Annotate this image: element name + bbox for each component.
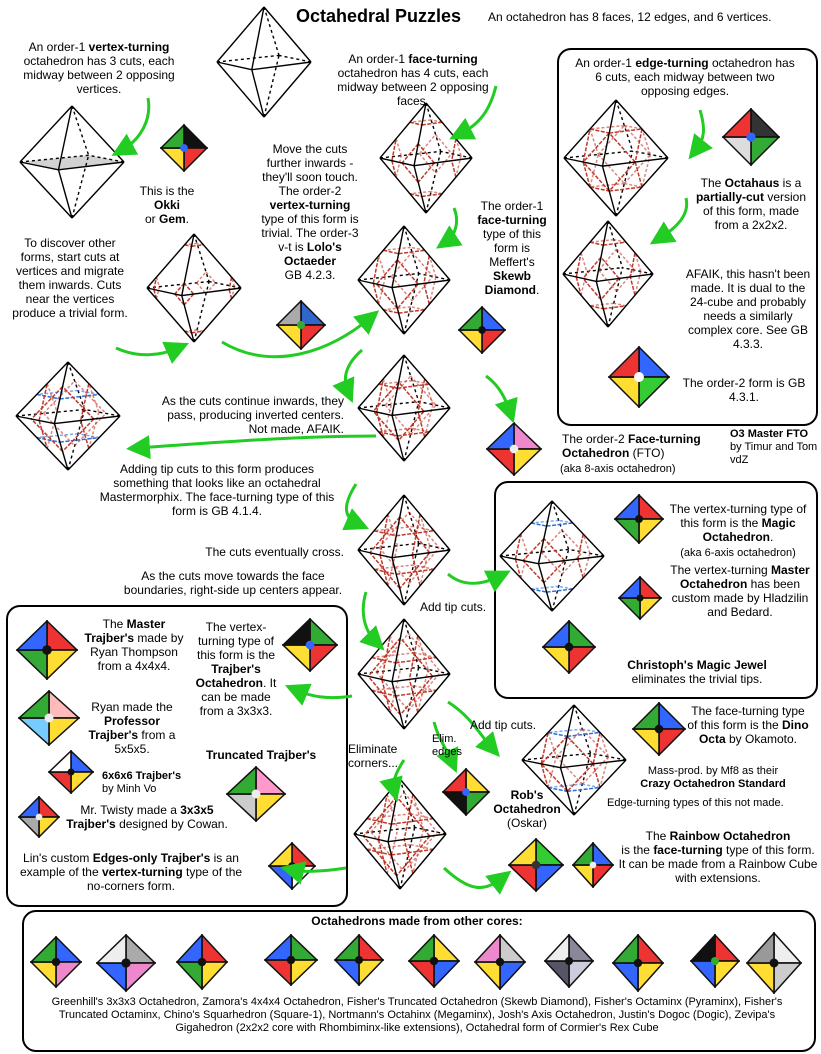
fto-aka: (aka 8-axis octahedron)	[560, 463, 676, 475]
cuts-cross-text: The cuts eventually cross.	[205, 545, 344, 559]
green-arrow-icon	[138, 436, 376, 448]
other-cores-heading: Octahedrons made from other cores:	[311, 914, 523, 928]
green-arrow-icon	[116, 348, 178, 355]
afaik-text: AFAIK, this hasn't been made. It is dual to the 24-cube and probably needs a similarly complex core. See GB 4.3.3.	[685, 267, 811, 351]
inverted-centers-text: As the cuts continue inwards, they pass, producing inverted centers. Not made, AFAIK.	[161, 394, 344, 436]
magic-aka: (aka 6-axis octahedron)	[680, 547, 796, 559]
okki-caption: This is the Okki or Gem.	[139, 184, 195, 226]
vertex-turning-intro: An order-1 vertex-turning octahedron has 3 cuts, each midway between 2 opposing vertices.	[23, 40, 175, 96]
octahaus-text: The Octahaus is a partially-cut version of this form, made from a 2x2x2.	[695, 176, 807, 232]
green-arrow-icon	[660, 198, 687, 238]
green-arrow-icon	[345, 350, 362, 392]
tip-cuts-mastermorphix-text: Adding tip cuts to this form produces something that looks like an octahedral Mastermorphix. The face-turning type of this form is GB 4.1.4.	[99, 462, 335, 518]
elim-edges-text: Elim. edges	[432, 733, 462, 758]
green-arrow-icon	[292, 868, 346, 871]
green-arrow-icon	[696, 110, 703, 150]
edges-only-trajber-text: Lin's custom Edges-only Trajber's is an example of the vertex-turning type of the no-corners form.	[19, 851, 243, 893]
6x6x6-trajber-text: 6x6x6 Trajber's by Minh Vo	[102, 770, 182, 795]
rainbow-octahedron-text: The Rainbow Octahedron is the face-turning type of this form. It can be made from a Rainbow Cube with extensions.	[618, 829, 818, 885]
fto-caption: The order-2 Face-turning Octahedron (FTO)	[562, 432, 701, 460]
skewb-diamond-text: The order-1 face-turning type of this form is Meffert's Skewb Diamond.	[477, 199, 547, 297]
robs-octahedron-text: Rob's Octahedron (Oskar)	[493, 788, 561, 830]
truncated-trajber-label: Truncated Trajber's	[206, 748, 317, 762]
green-arrow-icon	[446, 208, 457, 242]
page-title: Octahedral Puzzles	[296, 6, 462, 26]
professor-trajber-text: Ryan made the Professor Trajber's from a 5x5x5.	[88, 700, 176, 756]
trajber-octahedron-text: The vertex-turning type of this form is the Trajber's Octahedron. It can be made from a 3x3x3.	[195, 620, 277, 718]
3x3x5-trajber-text: Mr. Twisty made a 3x3x5 Trajber's designed by Cowan.	[66, 803, 228, 831]
magic-jewel-text: Christoph's Magic Jewel eliminates the trivial tips.	[627, 658, 767, 686]
add-tip-cuts-2: Add tip cuts.	[470, 718, 537, 732]
edge-types-text: Edge-turning types of this not made.	[607, 797, 784, 809]
discover-text: To discover other forms, start cuts at vertices and migrate them inwards. Cuts near the vertices produce a trivial form.	[12, 236, 128, 320]
green-arrow-icon	[486, 376, 510, 412]
green-arrow-icon	[448, 574, 500, 583]
master-octahedron-text: The vertex-turning Master Octahedron has been custom made by Hladzilin and Bedard.	[670, 563, 810, 619]
magic-octahedron-text: The vertex-turning type of this form is the Magic Octahedron.	[669, 502, 807, 544]
dino-octa-text: The face-turning type of this form is the Dino Octa by Okamoto.	[687, 704, 809, 746]
o3-master-fto: O3 Master FTO by Timur and Tom vdZ	[730, 428, 818, 466]
master-trajber-text: The Master Trajber's made by Ryan Thompson from a 4x4x4.	[84, 617, 184, 673]
page-subtitle: An octahedron has 8 faces, 12 edges, and 6 vertices.	[488, 10, 772, 24]
add-tip-cuts-1: Add tip cuts.	[420, 600, 487, 614]
face-boundaries-text: As the cuts move towards the face boundaries, right-side up centers appear.	[123, 569, 343, 597]
move-cuts-text: Move the cuts further inwards - they'll soon touch. The order-2 vertex-turning type of this form is trivial. The order-3 v-t is Lolo's Octaeder GB 4.2.3.	[261, 142, 359, 282]
eliminate-corners-text: Eliminate corners...	[348, 742, 399, 770]
mass-prod-text: Mass-prod. by Mf8 as their Crazy Octahedron Standard	[640, 765, 786, 790]
green-arrow-icon	[296, 690, 352, 698]
other-cores-caption: Greenhill's 3x3x3 Octahedron, Zamora's 4x4x4 Octahedron, Fisher's Truncated Octahedron (Skewb Diamond), Fisher's Octaminx (Pyraminx), Fisher's Truncated Octaminx, Chino's Squarhedron (Square-1), Nortmann's Octahinx (Megaminx), Josh's Axis Octahedron, Justin's Dogoc (Dogic), Zevipa's Gigahedron (2x2x2 core with Rhombiminx-like extensions), Octahedral form of Cormier's Rex Cube	[51, 996, 783, 1034]
green-arrow-icon	[363, 592, 376, 642]
green-arrow-icon	[222, 318, 370, 357]
green-arrow-icon	[346, 484, 358, 524]
face-turning-intro: An order-1 face-turning octahedron has 4 cuts, each midway between 2 opposing faces.	[337, 52, 489, 108]
green-arrow-icon	[122, 98, 149, 150]
edge-turning-intro: An order-1 edge-turning octahedron has 6 cuts, each midway between two opposing edges.	[575, 56, 795, 98]
order2-text: The order-2 form is GB 4.3.1.	[682, 376, 806, 404]
green-arrow-icon	[444, 868, 502, 887]
